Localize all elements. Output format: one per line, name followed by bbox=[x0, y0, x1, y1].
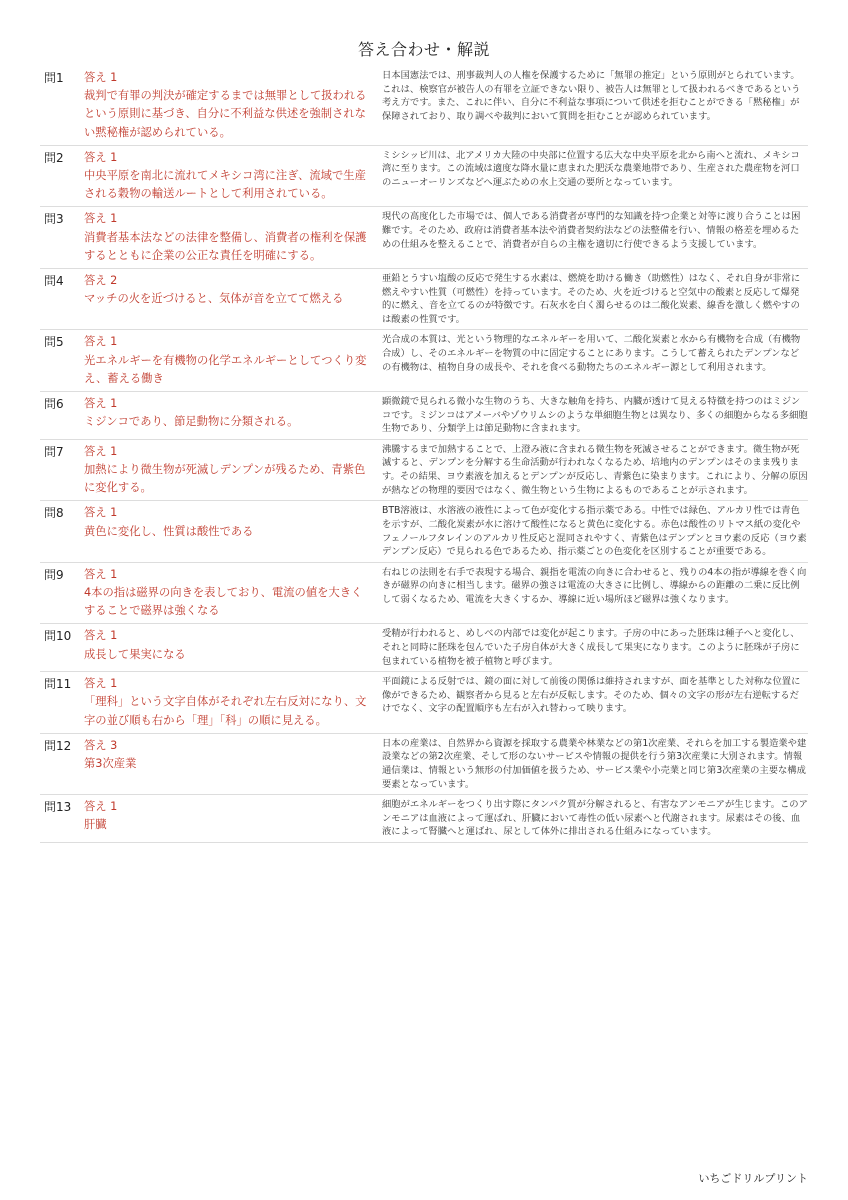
answer-cell bbox=[80, 269, 380, 330]
question-number: 問9 bbox=[44, 567, 64, 582]
question-number: 問11 bbox=[44, 677, 72, 692]
explanation-text: 平面鏡による反射では、鏡の面に対して前後の関係は維持されますが、面を基準とした対称な位置に像ができるため、観察者から見ると左右が反転します。そのため、個々の文字の形が左右逆転するだけでなく、文字の配置順序も左右が入れ替わって映ります。 bbox=[382, 676, 801, 715]
answer-label: 答え 1 bbox=[84, 335, 118, 349]
answer-cell bbox=[80, 562, 380, 624]
answer-cell bbox=[80, 330, 380, 392]
answer-cell bbox=[80, 145, 380, 207]
question-number: 問1 bbox=[44, 71, 64, 85]
answer-label: 答え 1 bbox=[84, 71, 118, 84]
answer-cell bbox=[80, 795, 380, 843]
question-row bbox=[40, 795, 808, 843]
explanation-text: 右ねじの法則を右手で表現する場合、親指を電流の向きに合わせると、残りの4本の指が導線を巻く向きが磁界の向きに相当します。磁界の強さは電流の大きさに比例し、導線からの距離の二乗に反比例して弱くなるため、電流を大きくするか、導線に近い場所ほど磁界は強くなります。 bbox=[382, 566, 807, 605]
explanation-text: 受精が行われると、めしべの内部では変化が起こります。子房の中にあった胚珠は種子へと変化し、それと同時に胚珠を包んでいた子房自体が大きく成長して果実になります。このように胚珠が子房に包まれている植物を被子植物と呼びます。 bbox=[382, 628, 800, 667]
answer-label: 答え 1 bbox=[84, 212, 118, 226]
answer-cell bbox=[80, 501, 380, 562]
answer-text: 黄色に変化し、性質は酸性である bbox=[84, 524, 254, 538]
question-number: 問12 bbox=[44, 738, 72, 753]
answer-cell bbox=[80, 392, 380, 440]
explanation-text: 光合成の本質は、光という物理的なエネルギーを用いて、二酸化炭素と水から有機物を合成（有機物合成）し、そのエネルギーを物質の中に固定することにあります。こうして蓄えられたデンプンなどの有機物は、植物自身の成長や、それを食べる動物たちのエネルギー源として利用されます。 bbox=[382, 334, 801, 373]
answer-cell bbox=[80, 624, 380, 672]
question-row bbox=[40, 624, 808, 672]
explanation-text: 現代の高度化した市場では、個人である消費者が専門的な知識を持つ企業と対等に渡り合うことは困難です。そのため、政府は消費者基本法や消費者契約法などの法整備を行い、情報の格差を埋めるための仕組みを整えることで、消費者が自らの主権を適切に行使できるよう支援しています。 bbox=[382, 211, 801, 250]
answer-text: 4本の指は磁界の向きを表しており、電流の値を大きくすることで磁界は強くなる bbox=[84, 585, 363, 618]
answer-label: 答え 1 bbox=[84, 150, 118, 164]
explanation-text: BTB溶液は、水溶液の液性によって色が変化する指示薬である。中性では緑色、アルカリ性では青色を示すが、二酸化炭素が水に溶けて酸性になると黄色に変化する。赤色は酸性のリトマス紙の変化やフェノールフタレインのアルカリ性反応と混同されやすく、青紫色はデンプンとヨウ素の反応（ヨウ素デンプン反応）で見られる色であるため、指示薬ごとの色変化を区別することが重要である。 bbox=[382, 505, 807, 558]
answer-label: 答え 1 bbox=[84, 444, 118, 458]
question-number: 問7 bbox=[44, 444, 64, 459]
answer-text: 「理科」という文字自体がそれぞれ左右反対になり、文字の並び順も右から「理」「科」の順に見える。 bbox=[84, 695, 367, 727]
question-row bbox=[40, 269, 808, 330]
answer-text: 裁判で有罪の判決が確定するまでは無罪として扱われるという原則に基づき、自分に不利益な供述を強制されない黙秘権が認められている。 bbox=[84, 89, 367, 139]
explanation-text: 日本の産業は、自然界から資源を採取する農業や林業などの第1次産業、それらを加工する製造業や建設業などの第2次産業、そして形のないサービスや情報の提供を行う第3次産業に大別されます。情報通信業は、情報という無形の付加価値を扱うため、サービス業や小売業と同じ第3次産業の主要な構成要素となっています。 bbox=[382, 737, 807, 790]
question-number: 問6 bbox=[44, 397, 64, 412]
answer-cell bbox=[80, 207, 380, 269]
answer-cell bbox=[80, 439, 380, 501]
question-row bbox=[40, 392, 808, 440]
answer-label: 答え 1 bbox=[84, 629, 118, 643]
explanation-text: 顕微鏡で見られる微小な生物のうち、大きな触角を持ち、内臓が透けて見える特徴を持つのはミジンコです。ミジンコはアメーバやゾウリムシのような単細胞生物とは異なり、多くの細胞からなる多細胞生物であり、分類学上は節足動物に含まれます。 bbox=[382, 396, 808, 435]
question-row bbox=[40, 66, 808, 145]
answer-label: 答え 1 bbox=[84, 800, 118, 814]
question-number: 問5 bbox=[44, 335, 64, 350]
answer-text: 第3次産業 bbox=[84, 756, 137, 770]
question-row bbox=[40, 562, 808, 624]
page-title: 答え合わせ・解説 bbox=[357, 40, 490, 59]
answer-text: 消費者基本法などの法律を整備し、消費者の権利を保護するとともに企業の公正な責任を明確にする。 bbox=[84, 230, 367, 262]
question-number: 問8 bbox=[44, 506, 64, 521]
answer-rows bbox=[40, 66, 808, 842]
question-number: 問10 bbox=[44, 629, 72, 644]
question-row bbox=[40, 145, 808, 207]
answer-text: 加熱により微生物が死滅しデンプンが残るため、青紫色に変化する。 bbox=[84, 463, 366, 495]
answer-label: 答え 1 bbox=[84, 506, 118, 520]
answer-cell bbox=[80, 733, 380, 794]
answer-text: ミジンコであり、節足動物に分類される。 bbox=[84, 415, 299, 429]
answer-text: 光エネルギーを有機物の化学エネルギーとしてつくり変え、蓄える働き bbox=[84, 353, 367, 385]
explanation-text: 細胞がエネルギーをつくり出す際にタンパク質が分解されると、有害なアンモニアが生じます。このアンモニアは血液によって運ばれ、肝臓において毒性の低い尿素へと代謝されます。尿素はその後、血液によって腎臓へと運ばれ、尿として体外に排出される仕組みになっています。 bbox=[382, 799, 808, 838]
answer-cell bbox=[80, 66, 380, 145]
answer-text: 中央平原を南北に流れてメキシコ湾に注ぎ、流域で生産される穀物の輸送ルートとして利用されている。 bbox=[84, 169, 366, 201]
answer-label: 答え 1 bbox=[84, 677, 118, 691]
question-row bbox=[40, 501, 808, 562]
answer-label: 答え 1 bbox=[84, 567, 118, 581]
question-number: 問2 bbox=[44, 150, 64, 165]
footer-brand: いちごドリルプリント bbox=[698, 1172, 808, 1185]
question-row bbox=[40, 733, 808, 794]
answer-text: マッチの火を近づけると、気体が音を立てて燃える bbox=[84, 292, 344, 306]
answer-label: 答え 2 bbox=[84, 274, 118, 288]
answer-label: 答え 1 bbox=[84, 397, 118, 411]
explanation-text: ミシシッピ川は、北アメリカ大陸の中央部に位置する広大な中央平原を北から南へと流れ、メキシコ湾に至ります。この流域は適度な降水量に恵まれた肥沃な農業地帯であり、生産された農産物を河口のニューオーリンズなどへ運ぶための水上交通の要所となっています。 bbox=[382, 149, 800, 188]
question-number: 問13 bbox=[44, 800, 72, 815]
explanation-text: 沸騰するまで加熱することで、上澄み液に含まれる微生物を死滅させることができます。微生物が死滅すると、デンプンを分解する生命活動が行われなくなるため、培地内のデンプンはそのまま残ります。その結果、ヨウ素液を加えるとデンプンが反応し、青紫色に染まります。これにより、分解の原因が熱などの物理的要因ではなく、微生物という生物によるものであることが示されます。 bbox=[382, 443, 808, 496]
explanation-text: 亜鉛とうすい塩酸の反応で発生する水素は、燃焼を助ける働き（助燃性）はなく、それ自身が非常に燃えやすい性質（可燃性）を持っています。そのため、火を近づけると空気中の酸素と反応して爆発的に燃え、音を立てるのが特徴です。石灰水を白く濁らせるのは二酸化炭素、線香を激しく燃やすのは酸素の性質です。 bbox=[382, 273, 801, 325]
question-row bbox=[40, 439, 808, 501]
question-number: 問3 bbox=[44, 212, 64, 227]
explanation-text: 日本国憲法では、刑事裁判人の人権を保護するために「無罪の推定」という原則がとられています。これは、検察官が被告人の有罪を立証できない限り、被告人は無罪として扱われるべきであるという考え方です。また、これに伴い、自分に不利益な事項について供述を拒むことができる「黙秘権」が保障されており、取り調べや裁判において質問を拒むことが認められています。 bbox=[382, 70, 801, 122]
answer-table bbox=[40, 66, 808, 843]
answer-label: 答え 3 bbox=[84, 738, 118, 752]
question-number: 問4 bbox=[44, 274, 64, 289]
answer-text: 成長して果実になる bbox=[84, 647, 186, 661]
answer-text: 肝臓 bbox=[84, 818, 107, 832]
question-row bbox=[40, 207, 808, 269]
answer-cell bbox=[80, 672, 380, 734]
question-row bbox=[40, 330, 808, 392]
question-row bbox=[40, 672, 808, 734]
